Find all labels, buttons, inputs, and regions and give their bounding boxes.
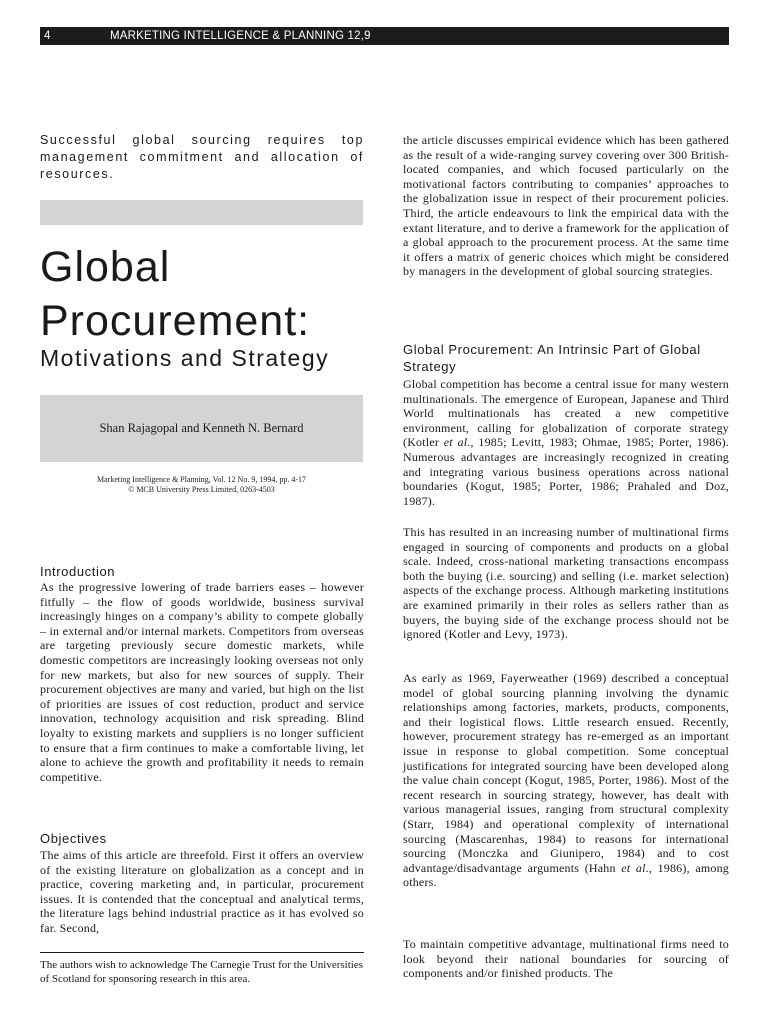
right-paragraph-4 bbox=[403, 671, 729, 890]
introduction-heading: Introduction bbox=[40, 564, 116, 579]
global-procurement-heading: Global Procurement: An Intrinsic Part of Global Strategy bbox=[403, 342, 701, 374]
title-line-2: Procurement: bbox=[40, 297, 311, 345]
title-line-1: Global bbox=[40, 243, 171, 291]
citation bbox=[40, 475, 363, 495]
para2-text-b: ., 1985; Levitt, 1983; Ohmae, 1985; Porter, 1986). Numerous advantages are increasingly recognized in creating and integrating various business operations across national boundaries (Kogut, 1985; Porter, 1986; Prahaled and Doz, 1987). bbox=[403, 435, 729, 508]
para2-text-a: Global competition has become a central issue for many western multinationals. The emergence of European, Japanese and Third World multinationals has created a new competitive environment, calling for globalization of corporate strategy (Kotler bbox=[403, 377, 729, 450]
para4-text-a: As early as 1969, Fayerweather (1969) described a conceptual model of global sourcing planning involving the dynamic relationships among factories, markets, products, components, and their logistical flows. Little research ensued. Recently, however, procurement strategy has re-emerged as an important issue in response to global competition. Some conceptual justifications for integrated sourcing have been developed along the value chain concept (Kogut, 1985, Porter, 1986). Most of the recent research in sourcing strategy, however, has dealt with various managerial issues, ranging from structural complexity (Starr, 1984) and operational complexity of international sourcing (Mascarenhas, 1984) to reasons for international sourcing (Monczka and Giunipero, 1984) and to cost advantage/disadvantage arguments (Hahn bbox=[403, 671, 729, 875]
footnote: The authors wish to acknowledge The Carnegie Trust for the Universities of Scotland for sponsoring research in this area. bbox=[40, 959, 364, 985]
citation-line-2: © MCB University Press Limited, 0263-4503 bbox=[128, 485, 275, 494]
para2-italic: et al bbox=[443, 435, 468, 450]
running-header bbox=[40, 27, 729, 45]
right-paragraph-3: This has resulted in an increasing number of multinational firms engaged in sourcing of components and products on a global scale. Indeed, cross-national marketing transactions encompass both the buying (i.e. sourcing) and selling (i.e. market selection) aspects of the exchange process. Although marketing institutions are examined primarily in their roles as sellers rather than as buyers, the buying side of the exchange process should not be ignored (Kotler and Levy, 1973). bbox=[403, 525, 729, 642]
footnote-divider bbox=[40, 952, 364, 953]
citation-line-1: Marketing Intelligence & Planning, Vol. 12 No. 9, 1994, pp. 4-17 bbox=[96, 475, 306, 484]
right-paragraph-5: To maintain competitive advantage, multinational firms need to look beyond their national boundaries for sourcing of components and/or finished products. The bbox=[403, 937, 729, 981]
para4-italic: et al bbox=[621, 860, 646, 875]
objectives-heading: Objectives bbox=[40, 831, 107, 846]
article-title bbox=[40, 240, 370, 348]
para4-text-b: ., 1986), among others. bbox=[403, 860, 729, 890]
journal-name: MARKETING INTELLIGENCE & PLANNING 12,9 bbox=[110, 30, 371, 42]
authors: Shan Rajagopal and Kenneth N. Bernard bbox=[99, 421, 304, 435]
right-paragraph-1: the article discusses empirical evidence which has been gathered as the result of a wide-ranging survey covering over 300 British-located companies, and which focused particularly on the motivational factors contributing to companies’ approaches to the globalization issue in respect of their procurement policies. Third, the article endeavours to link the empirical data with the extant literature, and to derive a framework for the application of a global approach to the procurement process. At the same time it offers a matrix of generic choices which might be considered by managers in the development of global sourcing strategies. bbox=[403, 133, 729, 279]
pull-quote: Successful global sourcing requires top management commitment and allocation of resources. bbox=[40, 133, 364, 181]
introduction-text: As the progressive lowering of trade barriers eases – however fitfully – the flow of goods worldwide, business survival increasingly hinges on a company’s ability to compete globally – in external and/or internal markets. Competitors from overseas are targeting previously secure domestic markets, while domestic competitors are increasingly looking overseas not only for new markets, but also for new sources of supply. Their procurement objectives are many and varied, but high on the list of priorities are issues of cost reduction, product and service innovation, technology acquisition and risk spreading. Blind loyalty to existing markets and suppliers is no longer sufficient to ensure that a firm continues to make a comfortable living, let alone to achieve the growth and profitability it needs to remain competitive. bbox=[40, 580, 364, 784]
objectives-text: The aims of this article are threefold. First it offers an overview of the existing literature on globalization as a concept and in practice, covering marketing and, in particular, procurement issues. It is contended that the conceptual and analytical terms, the literature lags behind industrial practice as it has evolved so far. Second, bbox=[40, 848, 364, 935]
article-subtitle: Motivations and Strategy bbox=[40, 345, 330, 371]
decorative-band bbox=[40, 200, 363, 225]
page-number: 4 bbox=[44, 30, 51, 42]
author-box bbox=[40, 395, 363, 462]
right-paragraph-2 bbox=[403, 377, 729, 508]
